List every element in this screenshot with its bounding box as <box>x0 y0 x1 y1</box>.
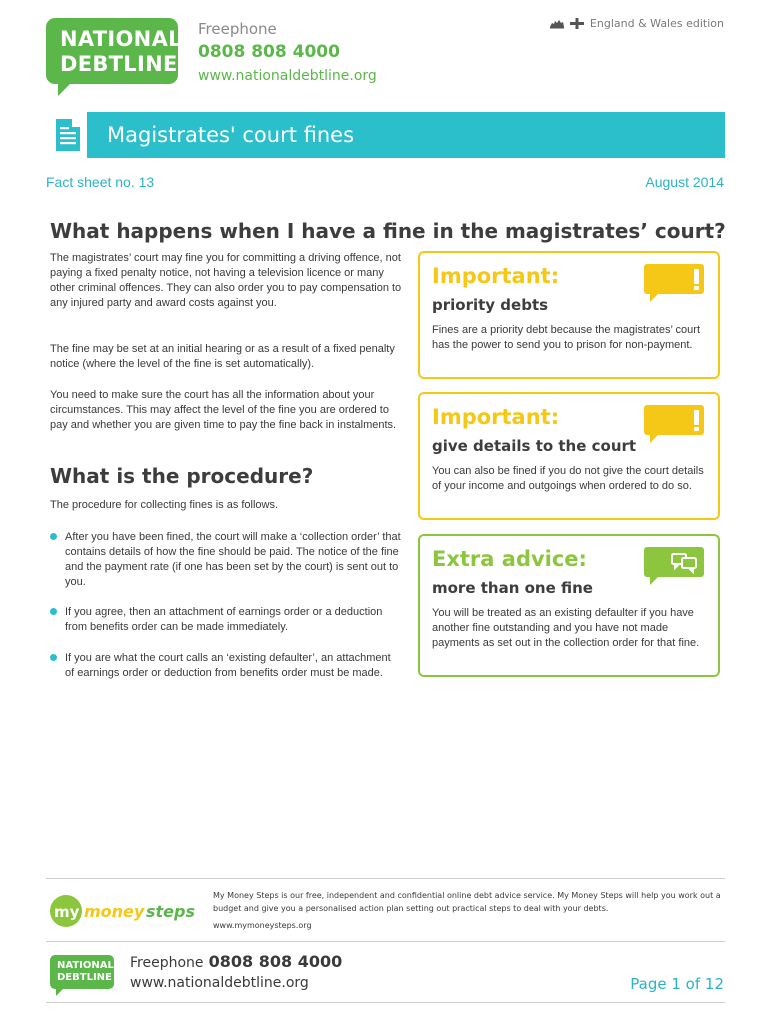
box-title: Extra advice: <box>432 547 587 571</box>
list-item-text: If you are what the court calls an ‘existing defaulter’, an attachment of earnings order or deduction from benefits order must be made. <box>65 652 391 679</box>
main-heading: What happens when I have a fine in the magistrates’ court? <box>50 219 726 243</box>
logo-line-2: DEBTLINE <box>57 972 112 983</box>
circumstances-paragraph: You need to make sure the court has all the information about your circumstances. This may affect the level of the fine you are ordered to pay and whether you are given time to pay the fine back in instalments. <box>50 389 397 431</box>
my-money-steps-logo[interactable] <box>48 893 198 934</box>
edition-label: England & Wales edition <box>589 17 724 30</box>
mms-logo-steps: steps <box>146 902 195 921</box>
footer-logo-tail <box>56 988 64 996</box>
box-subtitle: give details to the court <box>432 437 637 455</box>
box-body: You can also be fined if you do not give the court details of your income and outgoings when ordered to do so. <box>432 465 704 492</box>
list-item <box>50 651 402 681</box>
england-cross-icon <box>570 18 584 29</box>
important-box-priority-debts <box>418 251 720 379</box>
box-subtitle: more than one fine <box>432 579 593 597</box>
footer-divider <box>46 941 725 942</box>
footer-website-link[interactable]: www.nationaldebtline.org <box>130 975 309 991</box>
document-icon <box>50 116 84 154</box>
mms-logo-my: my <box>54 903 80 921</box>
page-title: Magistrates' court fines <box>107 123 355 147</box>
box-body: Fines are a priority debt because the magistrates’ court has the power to send you to prison for non-payment. <box>432 324 701 351</box>
website-link[interactable]: www.nationaldebtline.org <box>198 68 377 84</box>
fact-sheet-number: Fact sheet no. 13 <box>46 174 155 190</box>
list-item-text: After you have been fined, the court will make a ‘collection order’ that contains details of how the fine should be paid. The notice of the fine and the payment rate (if one has been set by the court) is sent out to you. <box>65 531 401 588</box>
procedure-heading: What is the procedure? <box>50 464 314 488</box>
fact-sheet-date: August 2014 <box>645 174 724 190</box>
list-item-text: If you agree, then an attachment of earnings order or a deduction from benefits order can be made immediately. <box>65 606 383 633</box>
header-contact <box>198 19 377 86</box>
my-money-steps-description: My Money Steps is our free, independent and confidential online debt advice service. My Money Steps will help you work out a budget and give you a personalised action plan setting out practical steps to deal with your debts. <box>213 891 721 913</box>
exclamation-speech-icon <box>642 262 706 307</box>
chat-bubbles-icon <box>642 545 706 590</box>
edition-indicator <box>549 17 724 30</box>
bullet-icon <box>50 533 57 540</box>
title-banner <box>46 112 725 158</box>
page-number: Page 1 of 12 <box>630 975 724 993</box>
intro-paragraph: The magistrates’ court may fine you for committing a driving offence, not paying a fixed penalty notice, not having a television licence or many other criminal offences. They can also order you to pay compensation to any injured party and award costs against you. <box>50 252 402 309</box>
box-title: Important: <box>432 264 560 288</box>
exclamation-speech-icon <box>642 403 706 448</box>
logo-line-1: NATIONAL <box>60 27 182 51</box>
wales-dragon-icon <box>549 18 565 29</box>
extra-advice-box <box>418 534 720 677</box>
footer-divider <box>46 1002 725 1003</box>
list-item <box>50 605 402 635</box>
banner-icon-box <box>46 112 87 158</box>
box-title: Important: <box>432 405 560 429</box>
national-debtline-logo[interactable] <box>46 18 182 84</box>
phone-number[interactable]: 0808 808 4000 <box>198 42 340 62</box>
important-box-give-details <box>418 392 720 520</box>
logo-speech-tail <box>58 82 72 96</box>
bullet-icon <box>50 608 57 615</box>
box-body: You will be treated as an existing defaulter if you have another fine outstanding and you have not made payments as set out in the collection order for that fine. <box>432 607 700 649</box>
mms-logo-money: money <box>84 902 145 921</box>
box-subtitle: priority debts <box>432 296 549 314</box>
logo-line-2: DEBTLINE <box>60 52 178 76</box>
list-item <box>50 530 402 590</box>
procedure-intro: The procedure for collecting fines is as follows. <box>50 499 279 511</box>
my-money-steps-link[interactable]: www.mymoneysteps.org <box>213 921 312 930</box>
bullet-icon <box>50 654 57 661</box>
logo-line-1: NATIONAL <box>57 960 114 971</box>
footer-freephone-label: Freephone <box>130 955 204 971</box>
footer-contact <box>130 952 342 971</box>
national-debtline-footer-logo[interactable] <box>50 955 114 989</box>
footer-phone-number[interactable]: 0808 808 4000 <box>208 952 343 971</box>
edition-flags <box>549 18 584 29</box>
hearing-paragraph: The fine may be set at an initial hearing or as a result of a fixed penalty notice (where the level of the fine is set automatically). <box>50 343 395 370</box>
footer-divider <box>46 878 725 879</box>
freephone-label: Freephone <box>198 20 277 38</box>
